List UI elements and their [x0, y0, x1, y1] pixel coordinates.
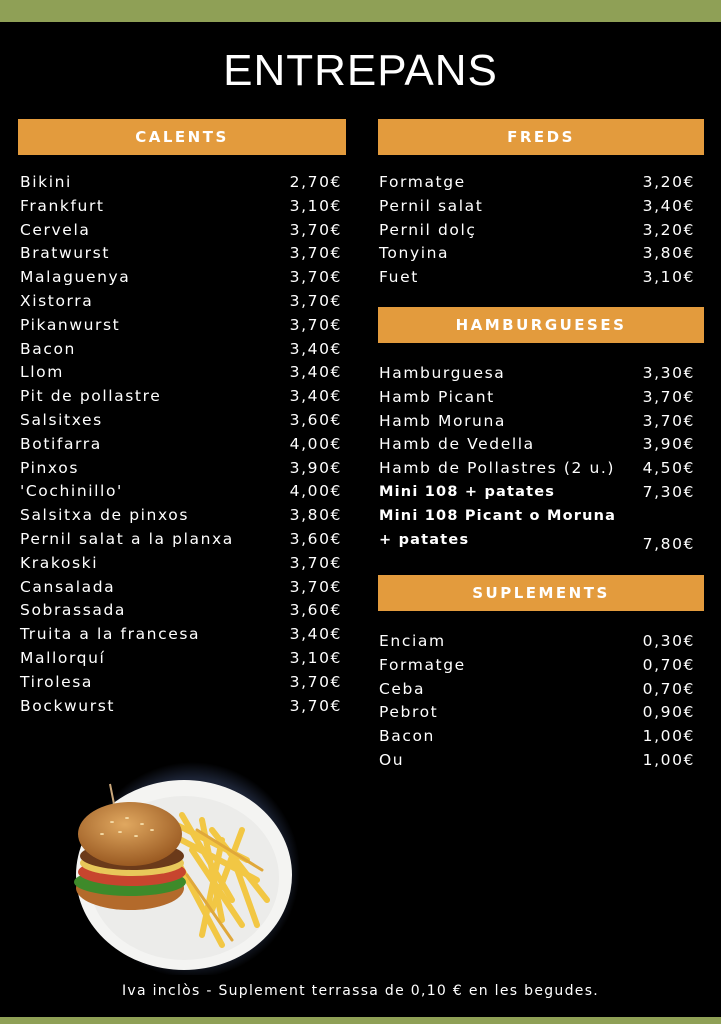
menu-item-name: Salsitxes [20, 410, 103, 429]
menu-item-name: Tirolesa [20, 672, 94, 691]
menu-item [379, 242, 695, 266]
section-header-calents: CALENTS [18, 119, 346, 155]
menu-item [20, 504, 342, 528]
menu-item [20, 576, 342, 600]
menu-item-price: 3,10€ [289, 648, 342, 667]
menu-item [20, 528, 342, 552]
footer-note: Iva inclòs - Suplement terrassa de 0,10 € en les begudes. [121, 983, 600, 999]
menu-item-name: Bacon [379, 727, 435, 746]
menu-item-name: Bikini [20, 173, 72, 191]
menu-item [20, 671, 342, 695]
menu-item-name: Salsitxa de pinxos [20, 506, 190, 525]
menu-item-name: Sobrassada [20, 601, 127, 620]
menu-item-price: 3,80€ [642, 244, 695, 263]
menu-item-price: 3,20€ [642, 173, 695, 191]
menu-item-price: 3,70€ [289, 268, 342, 287]
menu-item-name: Cervela [20, 220, 91, 239]
suplements-list [379, 630, 695, 773]
menu-item-name: Pernil salat [379, 196, 484, 215]
menu-item-price: 3,60€ [289, 601, 342, 620]
menu-item-price: 3,70€ [289, 220, 342, 239]
burger-and-fries-photo [72, 760, 302, 975]
menu-item [379, 410, 695, 434]
menu-item-name: Pebrot [379, 703, 439, 722]
menu-item-name: Hamb de Vedella [379, 435, 535, 454]
menu-item [379, 266, 695, 290]
menu-item-name: Enciam [379, 632, 446, 650]
menu-item [379, 701, 695, 725]
menu-item [20, 409, 342, 433]
menu-item-price: 4,50€ [642, 459, 695, 478]
menu-item-price: 3,40€ [642, 196, 695, 215]
menu-item-price: 0,90€ [642, 703, 695, 722]
page-title: ENTREPANS [223, 46, 498, 95]
menu-item-price: 3,70€ [289, 553, 342, 572]
menu-item-price: 3,10€ [289, 196, 342, 215]
menu-item [379, 630, 695, 654]
menu-item-price: 3,70€ [289, 577, 342, 596]
menu-item [20, 338, 342, 362]
menu-item-price: 3,70€ [642, 387, 695, 406]
menu-item-name: Malaguenya [20, 268, 131, 287]
menu-item-price: 3,60€ [289, 410, 342, 429]
menu-item-name: Pernil salat a la planxa [20, 529, 234, 548]
menu-item-name: Hamb Picant [379, 387, 495, 406]
menu-item [379, 529, 695, 553]
menu-item-price: 3,40€ [289, 339, 342, 358]
menu-item-price: 3,90€ [289, 458, 342, 477]
menu-item [20, 647, 342, 671]
menu-item [20, 290, 342, 314]
menu-item-price: 3,10€ [642, 268, 695, 287]
menu-item-name: Ou [379, 750, 405, 769]
menu-item-name: Truita a la francesa [20, 625, 201, 644]
menu-item [20, 433, 342, 457]
menu-item-price: 2,70€ [289, 173, 342, 191]
menu-item [20, 457, 342, 481]
menu-item-name: Bockwurst [20, 696, 116, 715]
menu-item-name: Pinxos [20, 458, 79, 477]
menu-item-price: 3,40€ [289, 363, 342, 382]
menu-item [20, 195, 342, 219]
menu-item-name: Formatge [379, 655, 466, 674]
menu-item [379, 749, 695, 773]
menu-item-name: Hamb de Pollastres (2 u.) [379, 459, 616, 478]
menu-item [379, 654, 695, 678]
menu-item-price: 3,30€ [642, 364, 695, 382]
menu-item-price: 3,40€ [289, 625, 342, 644]
menu-item-price: 3,70€ [289, 672, 342, 691]
menu-item-name: Mini 108 + patates [379, 483, 556, 500]
menu-item-name: Pikanwurst [20, 315, 121, 334]
menu-item-name: Formatge [379, 173, 466, 191]
menu-item-name: Bratwurst [20, 244, 111, 263]
menu-item-price: 3,60€ [289, 529, 342, 548]
menu-item-price: 0,30€ [642, 632, 695, 650]
menu-item-name: Bacon [20, 339, 76, 358]
menu-item [20, 219, 342, 243]
menu-item-price: 3,70€ [289, 244, 342, 263]
menu-item [379, 386, 695, 410]
menu-item-price: 7,30€ [642, 482, 695, 501]
menu-item-name: Hamburguesa [379, 364, 506, 382]
menu-item-name: Frankfurt [20, 196, 105, 215]
menu-item [20, 314, 342, 338]
menu-item-price: 0,70€ [642, 679, 695, 698]
menu-item-price: 7,80€ [642, 534, 695, 553]
menu-item-name: Mini 108 Picant o Moruna [379, 507, 617, 524]
bottom-accent-band [0, 1017, 721, 1024]
menu-item-name: Fuet [379, 268, 419, 287]
calents-list [20, 171, 342, 718]
menu-item [379, 171, 695, 195]
menu-item [379, 219, 695, 243]
menu-item [20, 361, 342, 385]
menu-item [20, 552, 342, 576]
section-header-freds: FREDS [378, 119, 704, 155]
menu-item [379, 362, 695, 386]
menu-item-name: Pit de pollastre [20, 387, 162, 406]
menu-item-name: Mallorquí [20, 648, 106, 667]
menu-item-name: Botifarra [20, 434, 102, 453]
menu-item-price: 1,00€ [642, 750, 695, 769]
menu-item-name: Krakoski [20, 553, 99, 572]
menu-item-price: 3,70€ [289, 696, 342, 715]
menu-item-price: 4,00€ [289, 482, 342, 501]
menu-item [379, 678, 695, 702]
menu-item-price: 0,70€ [642, 655, 695, 674]
menu-item [379, 457, 695, 481]
freds-list [379, 171, 695, 290]
menu-item-name: 'Cochinillo' [20, 482, 123, 501]
menu-item-name: + patates [379, 531, 470, 548]
section-header-hamburgueses: HAMBURGUESES [378, 307, 704, 343]
menu-item-name: Llom [20, 363, 64, 382]
hamburgueses-list [379, 362, 695, 552]
menu-item-name: Cansalada [20, 577, 116, 596]
menu-item-price: 3,90€ [642, 435, 695, 454]
menu-item-name: Pernil dolç [379, 220, 477, 239]
menu-item-price: 3,40€ [289, 387, 342, 406]
menu-item [20, 266, 342, 290]
menu-item-name: Tonyina [379, 244, 450, 263]
menu-item [20, 385, 342, 409]
menu-item-price: 3,70€ [289, 291, 342, 310]
menu-item [20, 171, 342, 195]
menu-item-name: Ceba [379, 679, 426, 698]
menu-item-price: 3,70€ [289, 315, 342, 334]
menu-item [379, 505, 695, 529]
menu-item [20, 695, 342, 719]
menu-item-price: 3,80€ [289, 506, 342, 525]
menu-item [379, 481, 695, 505]
section-header-suplements: SUPLEMENTS [378, 575, 704, 611]
menu-item [20, 480, 342, 504]
menu-item-price: 4,00€ [289, 434, 342, 453]
menu-item-name: Hamb Moruna [379, 411, 506, 430]
menu-item [379, 725, 695, 749]
menu-item-price: 3,20€ [642, 220, 695, 239]
top-accent-band [0, 0, 721, 22]
menu-item-price: 3,70€ [642, 411, 695, 430]
menu-item [379, 195, 695, 219]
menu-item-price: 1,00€ [642, 727, 695, 746]
menu-item [379, 433, 695, 457]
menu-item [20, 242, 342, 266]
menu-item [20, 599, 342, 623]
menu-item [20, 623, 342, 647]
menu-item-name: Xistorra [20, 291, 94, 310]
